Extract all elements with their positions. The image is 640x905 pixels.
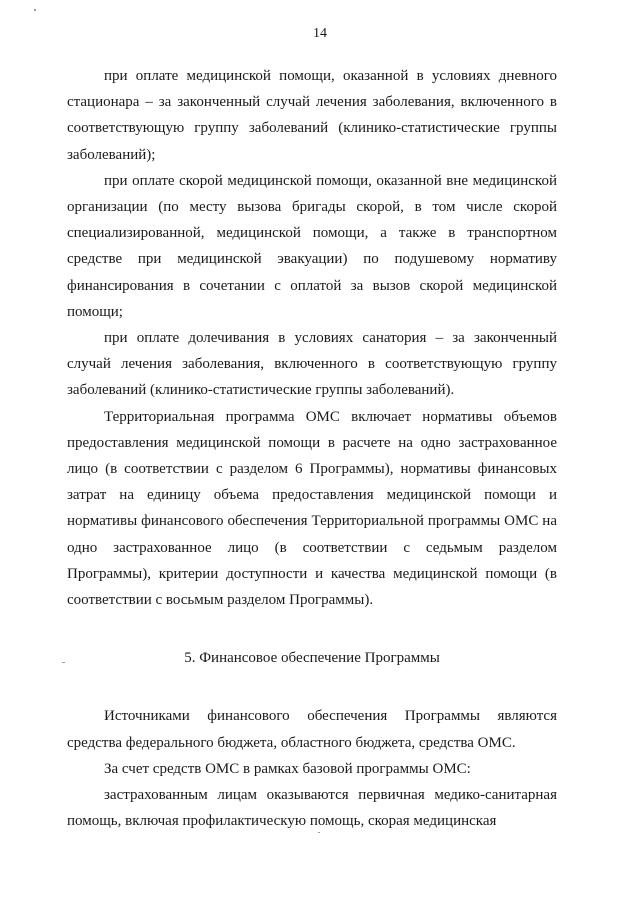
paragraph-oms-funds: За счет средств ОМС в рамках базовой программы ОМС: (104, 760, 471, 777)
paragraph-territorial-program: Территориальная программа ОМС включает нормативы объемов предоставления медицинской помощи в расчете на одно застрахованное лицо (в соответствии с разделом 6 Программы), нормативы финансовых затрат на единицу объема предоставления медицинской помощи и нормативы финансового обеспечения Территориальной программы ОМС на одно застрахованное лицо (в соответствии с седьмым разделом Программы), критерии доступности и качества медицинской помощи (в соответствии с восьмым разделом Программы). (67, 408, 557, 609)
paragraph-sanatorium: при оплате долечивания в условиях санатория – за законченный случай лечения заболевания, включенного в соответствующую группу заболеваний (клинико-статистические группы заболеваний). (67, 330, 557, 399)
page-number: 14 (313, 26, 327, 41)
document-body (67, 63, 557, 834)
paragraph-funding-sources: Источниками финансового обеспечения Программы являются средства федерального бюджета, областного бюджета, средства ОМС. (67, 708, 557, 751)
scan-speck (34, 9, 36, 11)
paragraph-insured-persons: застрахованным лицам оказываются первичная медико-санитарная помощь, включая профилактическую помощь, скорая медицинская (67, 787, 557, 830)
paragraph-day-hospital: при оплате медицинской помощи, оказанной в условиях дневного стационара – за законченный случай лечения заболевания, включенного в соответствующую группу заболеваний (клинико-статистические группы заболеваний); (67, 68, 557, 163)
section-heading: 5. Финансовое обеспечение Программы (184, 650, 440, 667)
paragraph-emergency-care: при оплате скорой медицинской помощи, оказанной вне медицинской организации (по месту вызова бригады скорой, в том числе скорой специализированной, медицинской помощи, а также в транспортном средстве при медицинской эвакуации) по подушевому нормативу финансирования в сочетании с оплатой за вызов скорой медицинской помощи; (67, 172, 557, 320)
scan-speck (62, 662, 65, 663)
